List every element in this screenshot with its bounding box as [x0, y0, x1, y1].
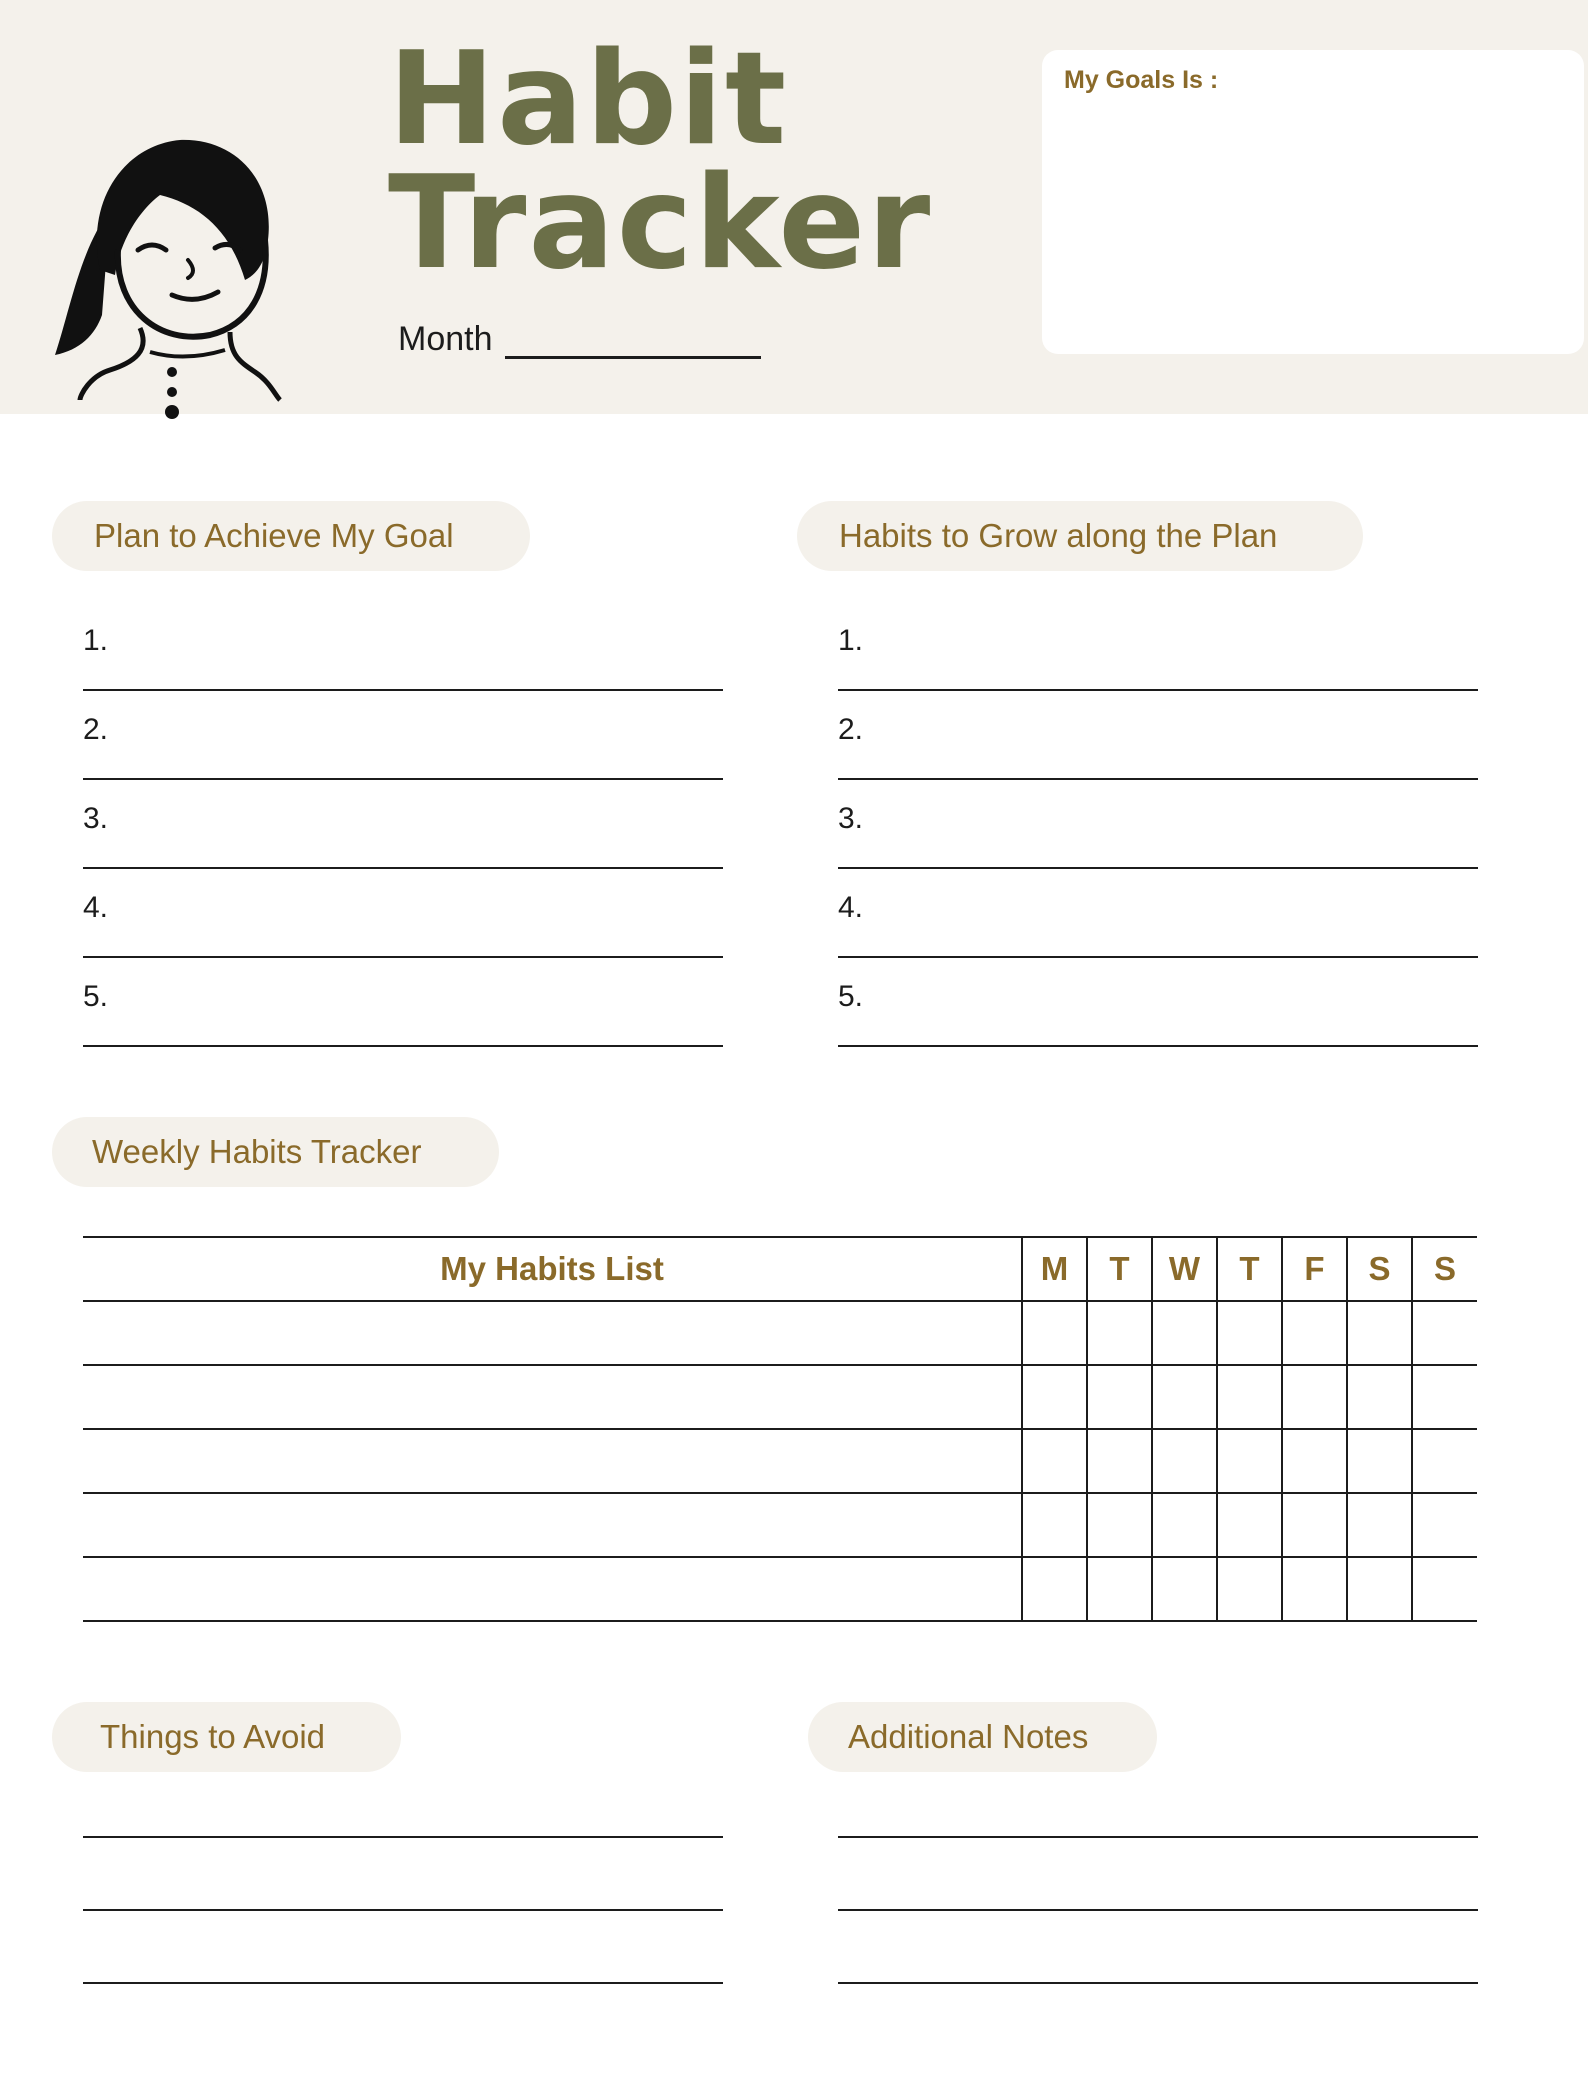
notes-lines — [838, 1765, 1478, 1984]
list-number: 1. — [83, 624, 109, 657]
list-number: 3. — [83, 802, 109, 835]
day-header-saturday: S — [1347, 1237, 1412, 1301]
check-cell[interactable] — [1412, 1429, 1477, 1493]
writing-line[interactable] — [83, 1765, 723, 1838]
check-cell[interactable] — [1347, 1365, 1412, 1429]
check-cell[interactable] — [1412, 1493, 1477, 1557]
check-cell[interactable] — [1347, 1557, 1412, 1621]
list-item[interactable] — [838, 780, 1478, 869]
list-number: 4. — [838, 891, 864, 924]
section-avoid-heading — [52, 1702, 401, 1772]
check-cell[interactable] — [1347, 1429, 1412, 1493]
list-item[interactable] — [838, 691, 1478, 780]
tracker-header-row — [83, 1237, 1477, 1301]
section-weekly-label: Weekly Habits Tracker — [92, 1133, 422, 1170]
section-avoid-label: Things to Avoid — [100, 1718, 326, 1755]
list-number: 3. — [838, 802, 864, 835]
section-plan-label: Plan to Achieve My Goal — [94, 517, 454, 554]
writing-line[interactable] — [838, 1911, 1478, 1984]
check-cell[interactable] — [1152, 1429, 1217, 1493]
habits-list — [838, 602, 1478, 1047]
weekly-tracker-table — [83, 1236, 1477, 1622]
list-item[interactable] — [83, 691, 723, 780]
check-cell[interactable] — [1087, 1493, 1152, 1557]
habit-cell[interactable] — [83, 1557, 1022, 1621]
table-row — [83, 1429, 1477, 1493]
check-cell[interactable] — [1022, 1429, 1087, 1493]
check-cell[interactable] — [1087, 1557, 1152, 1621]
list-number: 5. — [838, 980, 864, 1013]
section-weekly-heading — [52, 1117, 499, 1187]
writing-line[interactable] — [83, 1911, 723, 1984]
day-header-sunday: S — [1412, 1237, 1477, 1301]
check-cell[interactable] — [1282, 1557, 1347, 1621]
day-header-thursday: T — [1217, 1237, 1282, 1301]
check-cell[interactable] — [1282, 1301, 1347, 1365]
list-item[interactable] — [838, 958, 1478, 1047]
section-habits-heading — [797, 501, 1363, 571]
check-cell[interactable] — [1412, 1301, 1477, 1365]
check-cell[interactable] — [1412, 1365, 1477, 1429]
title-line-1: Habit — [388, 25, 789, 174]
day-header-friday: F — [1282, 1237, 1347, 1301]
check-cell[interactable] — [1087, 1365, 1152, 1429]
check-cell[interactable] — [1022, 1557, 1087, 1621]
habit-cell[interactable] — [83, 1493, 1022, 1557]
table-row — [83, 1557, 1477, 1621]
day-header-tuesday: T — [1087, 1237, 1152, 1301]
goals-box[interactable] — [1042, 50, 1584, 354]
list-item[interactable] — [838, 602, 1478, 691]
check-cell[interactable] — [1282, 1493, 1347, 1557]
check-cell[interactable] — [1217, 1557, 1282, 1621]
check-cell[interactable] — [1217, 1429, 1282, 1493]
list-number: 2. — [838, 713, 864, 746]
check-cell[interactable] — [1152, 1557, 1217, 1621]
month-field[interactable] — [398, 320, 761, 359]
section-plan-heading — [52, 501, 530, 571]
check-cell[interactable] — [1217, 1365, 1282, 1429]
girl-portrait-icon — [40, 100, 290, 425]
habit-cell[interactable] — [83, 1365, 1022, 1429]
writing-line[interactable] — [838, 1838, 1478, 1911]
section-notes-heading — [808, 1702, 1157, 1772]
check-cell[interactable] — [1282, 1365, 1347, 1429]
check-cell[interactable] — [1022, 1365, 1087, 1429]
list-item[interactable] — [83, 869, 723, 958]
check-cell[interactable] — [1347, 1301, 1412, 1365]
writing-line[interactable] — [83, 1838, 723, 1911]
plan-list — [83, 602, 723, 1047]
habit-cell[interactable] — [83, 1429, 1022, 1493]
check-cell[interactable] — [1347, 1493, 1412, 1557]
check-cell[interactable] — [1087, 1429, 1152, 1493]
list-number: 4. — [83, 891, 109, 924]
day-header-monday: M — [1022, 1237, 1087, 1301]
check-cell[interactable] — [1412, 1557, 1477, 1621]
title-line-2: Tracker — [388, 149, 933, 298]
table-row — [83, 1493, 1477, 1557]
habits-list-header: My Habits List — [83, 1237, 1022, 1301]
check-cell[interactable] — [1022, 1301, 1087, 1365]
page-title — [388, 25, 933, 298]
list-item[interactable] — [838, 869, 1478, 958]
table-row — [83, 1301, 1477, 1365]
habit-cell[interactable] — [83, 1301, 1022, 1365]
check-cell[interactable] — [1217, 1493, 1282, 1557]
check-cell[interactable] — [1152, 1493, 1217, 1557]
writing-line[interactable] — [838, 1765, 1478, 1838]
check-cell[interactable] — [1152, 1301, 1217, 1365]
section-notes-label: Additional Notes — [848, 1718, 1089, 1755]
month-underline[interactable] — [505, 327, 761, 359]
check-cell[interactable] — [1152, 1365, 1217, 1429]
avoid-lines — [83, 1765, 723, 1984]
list-number: 1. — [838, 624, 864, 657]
table-row — [83, 1365, 1477, 1429]
list-item[interactable] — [83, 958, 723, 1047]
check-cell[interactable] — [1217, 1301, 1282, 1365]
goals-label: My Goals Is : — [1064, 66, 1219, 94]
day-header-wednesday: W — [1152, 1237, 1217, 1301]
list-number: 2. — [83, 713, 109, 746]
list-item[interactable] — [83, 602, 723, 691]
check-cell[interactable] — [1022, 1493, 1087, 1557]
list-item[interactable] — [83, 780, 723, 869]
list-number: 5. — [83, 980, 109, 1013]
section-habits-label: Habits to Grow along the Plan — [839, 517, 1278, 554]
month-label: Month — [398, 320, 493, 358]
check-cell[interactable] — [1282, 1429, 1347, 1493]
check-cell[interactable] — [1087, 1301, 1152, 1365]
